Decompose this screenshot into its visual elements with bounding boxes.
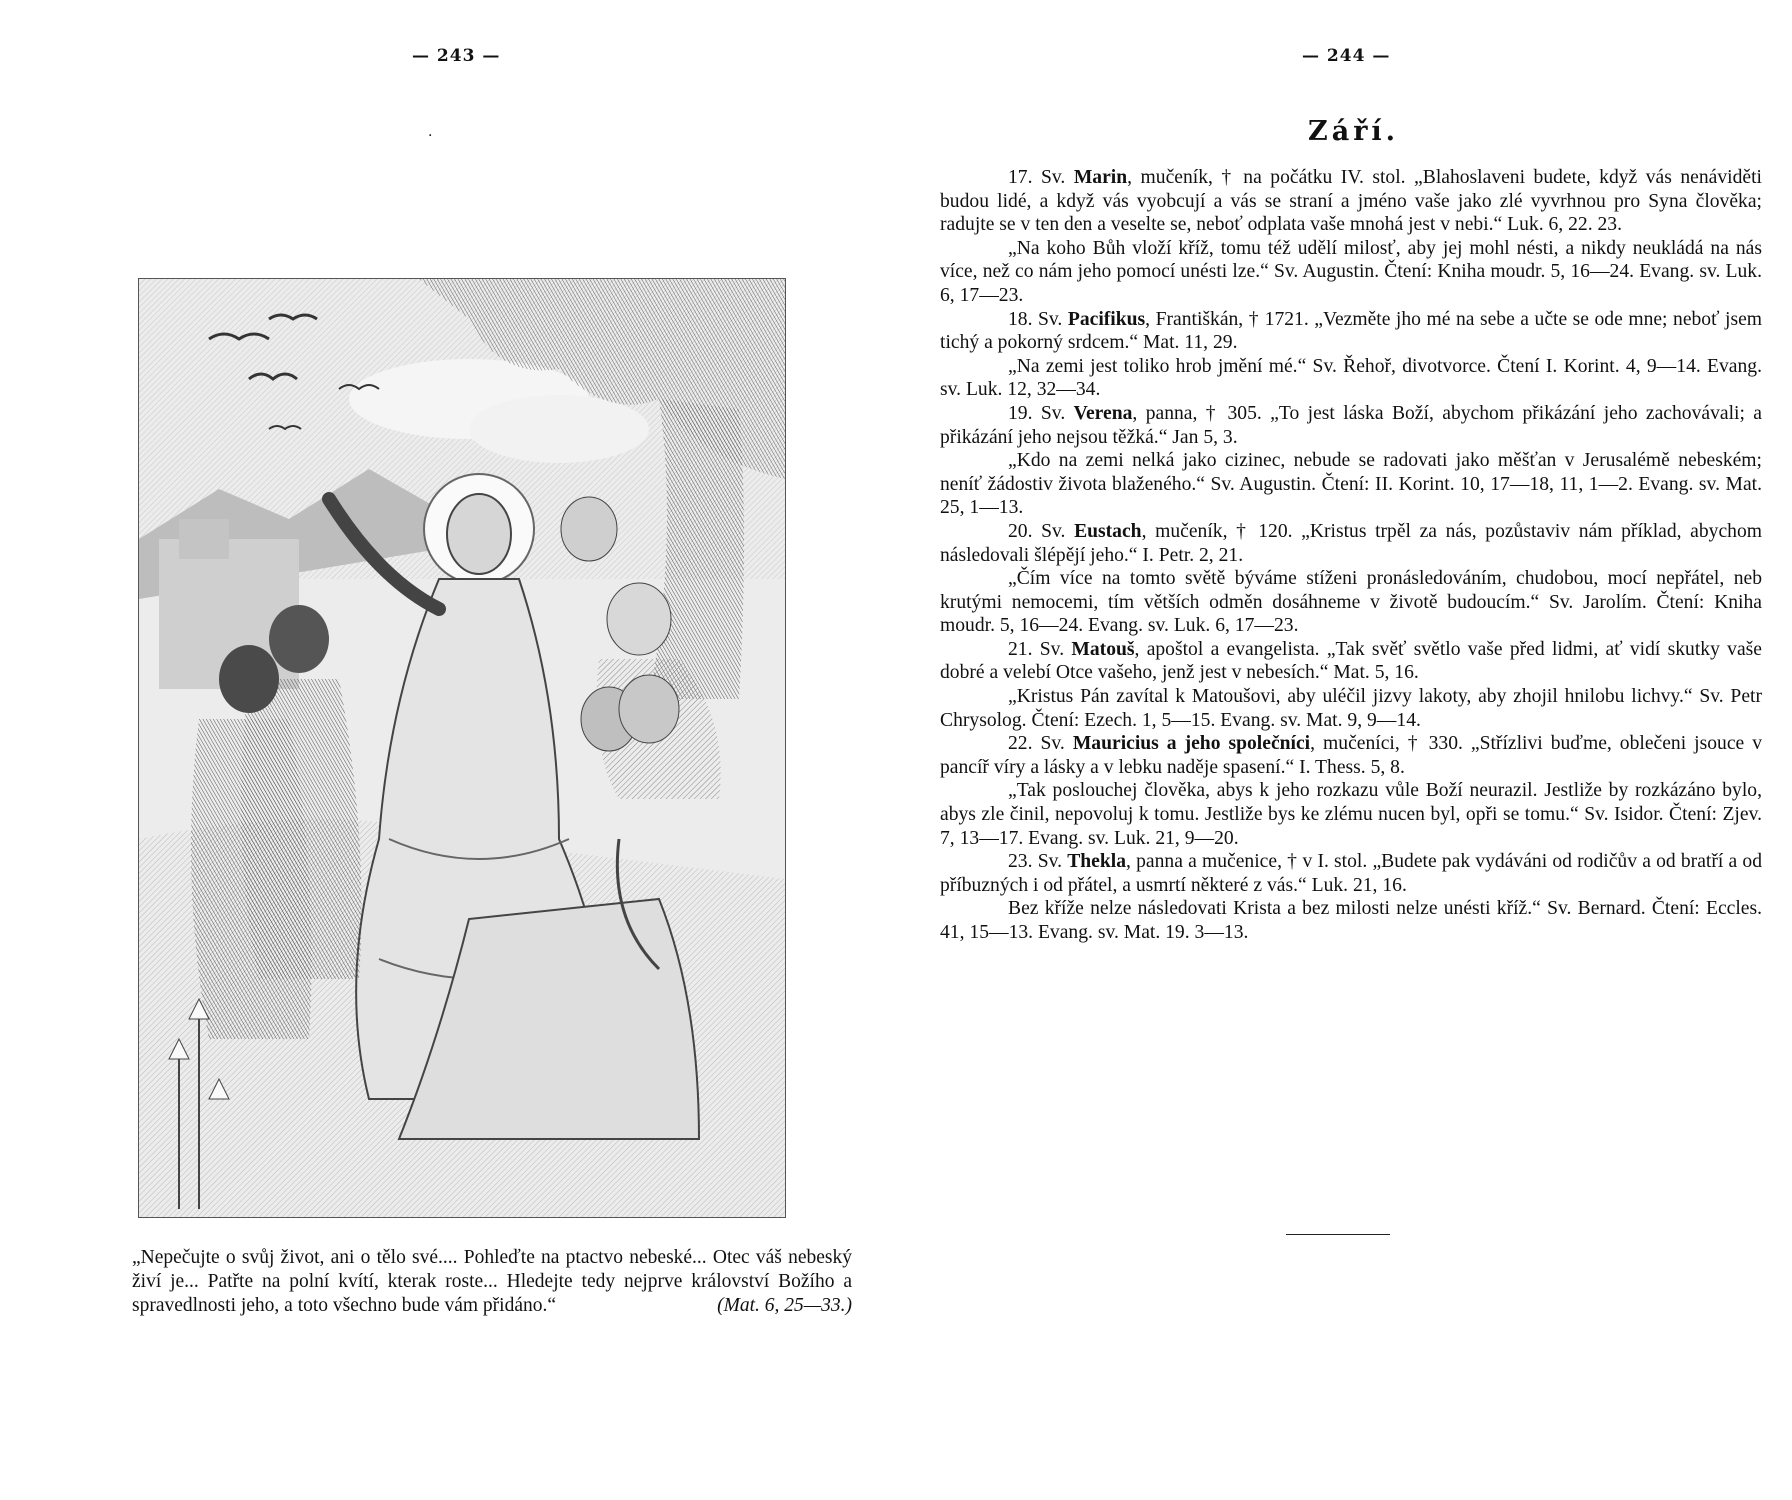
engraving-caption [132,1246,852,1318]
entry-18: 18. Sv. Pacifikus, Františkán, † 1721. „Vezměte jho mé na sebe a učte se ode mne; neboť jsem tichý a pokorný srdcem.“ Mat. 11, 29. [940,308,1763,354]
entry-20-quote: „Čím více na tomto světě býváme stíženi pronásledováním, chudobou, mocí nepřátel, neb krutými nemocemi, tím větších odměn dosáhneme v životě budoucím.“ Sv. Jarolím. Čtení: Kniha moudr. 5, 16—24. Evang. sv. Luk. 6, 17—23. [940,568,1762,637]
month-title: Září. [1308,116,1400,147]
entry-17: 17. Sv. Marin, mučeník, † na počátku IV. stol. „Blahoslaveni budete, když vás nenáviděti budou lidé, a když vás vyobcují a vás se straní a jméno vaše jako zlé vyvrhnou pro Syna člověka; radujte se v ten den a veselte se, neboť odplata vaše mnohá jest v nebi.“ Luk. 6, 22. 23. [940,167,1762,236]
entry-22: 22. Sv. Mauricius a jeho společníci, mučeníci, † 330. „Střízlivi buďme, oblečeni jsouce v pancíř víry a lásky a v lebku naděje spasení.“ I. Thess. 5, 8. [940,733,1763,778]
engraving-illustration [139,279,785,1217]
left-page-number: — 243 — [412,46,501,66]
entry-19: 19. Sv. Verena, panna, † 305. „To jest láska Boží, abychom přikázání jeho zachovávali; a přikázání jeho nejsou těžká.“ Jan 5, 3. [940,402,1762,448]
entry-18-quote: „Na zemi jest toliko hrob jmění mé.“ Sv. Řehoř, divotvorce. Čtení I. Korint. 4, 9—14. Evang. sv. Luk. 12, 32—34. [940,355,1762,401]
entry-23-quote: Bez kříže nelze následovati Krista a bez milosti nelze unésti kříž.“ Sv. Bernard. Čtení: Eccles. 41, 15—13. Evang. sv. Mat. 19. 3—13. [940,898,1762,943]
section-rule [1286,1234,1390,1235]
calendar-entries [940,166,1762,945]
caption-text: „Nepečujte o svůj život, ani o tělo své.... Pohleďte na ptactvo nebeské... Otec váš nebeský živí je... Patřte na polní kvítí, kterak roste... Hledejte tedy nejprve království Božího a spravedlnosti jeho, a toto všechno bude vám přidáno.“ [132,1247,852,1316]
entry-21: 21. Sv. Matouš, apoštol a evangelista. „Tak svěť světlo vaše před lidmi, ať vidí skutky vaše dobré a velebí Otce vašeho, jenž jest v nebesích.“ Mat. 5, 16. [940,638,1762,684]
engraving-christ-teaching-icon [138,278,786,1218]
entry-22-quote: „Tak poslouchej člověka, abys k jeho rozkazu vůle Boží neurazil. Jestliže by rozkázáno bylo, abys zle činil, nepovoluj k tomu. Jestliže bys ke zlému nucen byl, opři se tomu.“ Sv. Isidor. Čtení: Zjev. 7, 13—17. Evang. sv. Luk. 21, 9—20. [940,780,1762,849]
right-page-number: — 244 — [1302,46,1391,66]
entry-21-quote: „Kristus Pán zavítal k Matoušovi, aby uléčil jizvy lakoty, aby zhojil hnilobu lichvy.“ Sv. Petr Chrysolog. Čtení: Ezech. 1, 5—15. Evang. sv. Mat. 9, 9—14. [940,686,1762,731]
entry-23: 23. Sv. Thekla, panna a mučenice, † v I. stol. „Budete pak vydáváni od rodičův a od bratří a od příbuzných i od přátel, a usmrtí některé z vás.“ Luk. 21, 16. [940,851,1762,896]
entry-17-quote: „Na koho Bůh vloží kříž, tomu též udělí milosť, aby jej mohl nésti, a nikdy neukládá na nás více, než co nám jeho pomocí unésti lze.“ Sv. Augustin. Čtení: Kniha moudr. 5, 16—24. Evang. sv. Luk. 6, 17—23. [940,237,1762,306]
caption-citation: (Mat. 6, 25—33.) [717,1295,852,1316]
entry-20: 20. Sv. Eustach, mučeník, † 120. „Kristus trpěl za nás, pozůstaviv nám příklad, abychom následovali šlépějí jeho.“ I. Petr. 2, 21. [940,520,1762,566]
stray-mark: · [428,128,433,144]
entry-19-quote: „Kdo na zemi nelká jako cizinec, nebude se radovati jako měšťan v Jerusalémě nebeském; neníť žádostiv života blaženého.“ Sv. Augustin. Čtení: II. Korint. 10, 17—18, 11, 1—2. Evang. sv. Mat. 25, 1—13. [940,450,1762,519]
